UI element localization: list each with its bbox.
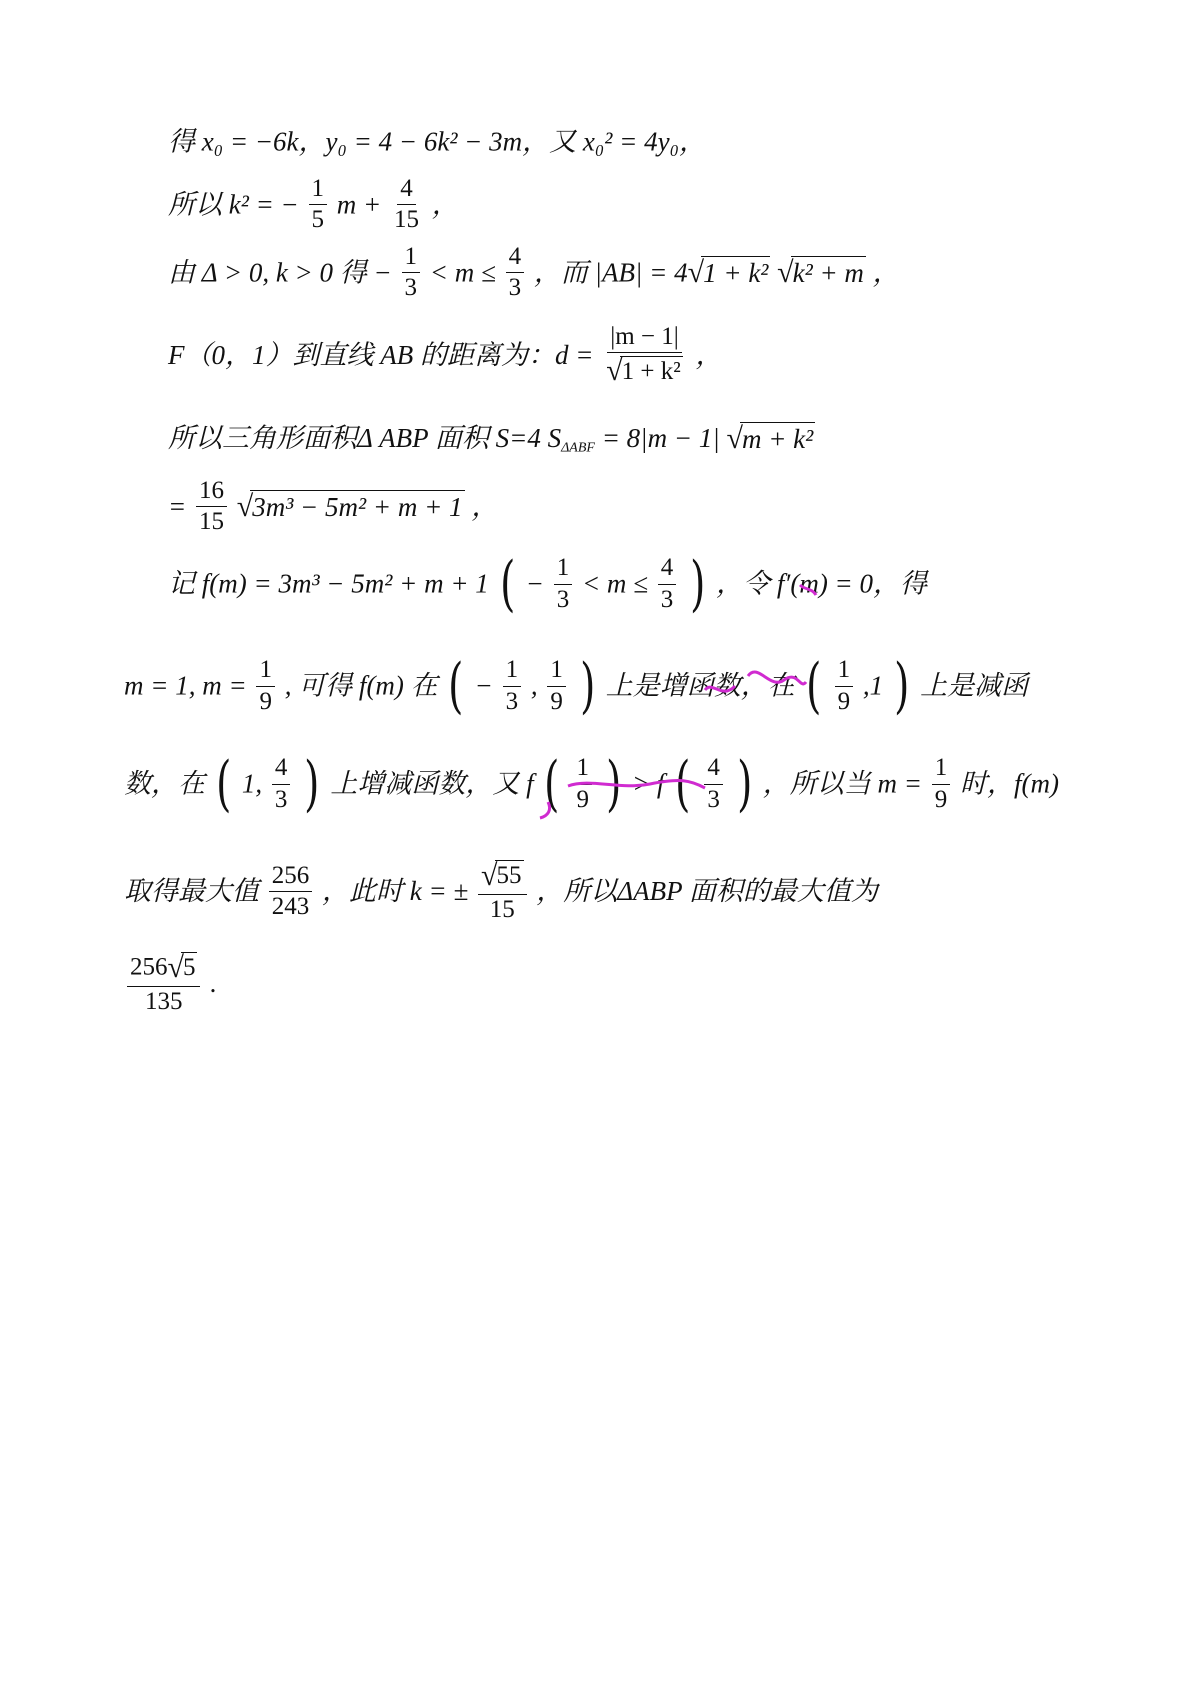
left-paren: ( <box>805 651 821 721</box>
fraction-1-9: $\frac{1}{9}$ <box>547 657 566 715</box>
right-paren: ) <box>690 549 706 619</box>
text-l8c: − <box>474 670 493 701</box>
left-paren: ( <box>215 749 232 819</box>
text-l3c: ，而 |AB| = 4 <box>533 257 688 288</box>
text-l2c: ， <box>431 189 459 220</box>
text-l6a: = <box>168 491 187 522</box>
text-l9e: ，所以当 m = <box>762 768 922 799</box>
text-l2a: 所以 k² = − <box>168 189 299 220</box>
line-3 <box>168 244 900 302</box>
fraction-256sqrt5-135: $\frac{256√5}{135}$ <box>127 952 200 1015</box>
text-l10a: 取得最大值 <box>124 875 259 906</box>
text-l8g: 上是减函 <box>920 670 1029 701</box>
fraction-1-9: $\frac{1}{9}$ <box>256 657 275 715</box>
fraction-16-15: $\frac{16}{15}$ <box>196 478 227 536</box>
text-l8d: , <box>530 670 538 701</box>
fraction-256-243: $\frac{256}{243}$ <box>269 863 313 921</box>
line-5 <box>168 422 815 455</box>
line-10 <box>124 860 878 923</box>
left-paren: ( <box>544 749 560 819</box>
text-l11end: . <box>210 967 217 998</box>
line-11 <box>124 952 217 1015</box>
fraction-1-9: $\frac{1}{9}$ <box>835 657 854 715</box>
radical-sign: √ <box>236 489 254 523</box>
line-9 <box>124 749 1059 819</box>
text-l4c: ， <box>695 339 723 370</box>
fraction-4-3: $\frac{4}{3}$ <box>272 755 291 813</box>
line-8 <box>124 651 1029 721</box>
subscript-abf: ΔABF <box>561 440 595 456</box>
text-l2b: m + <box>336 189 382 220</box>
line-1 <box>168 126 706 155</box>
fraction-4-3: $\frac{4}{3}$ <box>704 755 723 813</box>
line-4 <box>168 324 723 387</box>
text-l8a: m = 1, m = <box>124 670 247 701</box>
equation-line-1: 得 x₀ = −6k，y₀ = 4 − 6k² − 3m，又 x₀² = 4y₀， <box>168 126 706 157</box>
fraction-1-3: $\frac{1}{3}$ <box>503 657 522 715</box>
text-l9d: > f <box>631 768 665 799</box>
text-l5a: 所以三角形面积Δ ABP 面积 S=4 <box>168 423 541 454</box>
radical-sign: √ <box>687 255 705 289</box>
sqrt-1-plus-k2: 1 + k² <box>703 258 769 289</box>
fraction-4-3: $\frac{4}{3}$ <box>506 244 525 302</box>
text-l9b: 1, <box>241 768 263 799</box>
line-6 <box>168 478 498 536</box>
sqrt-k2-plus-m: k² + m <box>792 258 864 289</box>
text-l9c: 上增减函数，又 f <box>330 768 534 799</box>
right-paren: ) <box>894 651 910 721</box>
text-l5c: = 8|m − 1| <box>601 423 720 454</box>
fraction-1-5: $\frac{1}{5}$ <box>309 176 328 234</box>
left-paren: ( <box>675 749 691 819</box>
right-paren: ) <box>605 749 622 819</box>
text-l10b: ，此时 k = ± <box>322 875 469 906</box>
line-2 <box>168 176 459 234</box>
fraction-4-3: $\frac{4}{3}$ <box>658 555 677 613</box>
text-l7b: − <box>525 568 544 599</box>
text-l8b: , 可得 f(m) 在 <box>284 670 438 701</box>
text-l3b: < m ≤ <box>429 257 496 288</box>
sqrt-cubic: 3m³ − 5m² + m + 1 <box>252 492 463 523</box>
right-paren: ) <box>304 749 320 819</box>
text-l8f: ,1 <box>862 670 884 701</box>
text-l6c: ， <box>471 491 499 522</box>
distance-fraction: $\frac{|m - 1|}{\text{√1 + k²}}$ <box>606 323 681 388</box>
fraction-4-15: $\frac{4}{15}$ <box>394 175 419 234</box>
text-l7c: < m ≤ <box>581 568 648 599</box>
text-l4a: F（0，1）到直线 AB 的距离为：d = <box>168 339 594 370</box>
fraction-1-3: $\frac{1}{3}$ <box>402 244 421 302</box>
text-l10c: ，所以ΔABP 面积的最大值为 <box>536 875 878 906</box>
left-paren: ( <box>448 651 464 721</box>
line-7 <box>168 549 928 619</box>
fraction-1-9: $\frac{1}{9}$ <box>932 755 951 813</box>
text-l9a: 数，在 <box>124 768 205 799</box>
right-paren: ) <box>579 651 595 721</box>
radical-sign: √ <box>726 421 743 455</box>
fraction-1-3: $\frac{1}{3}$ <box>554 555 573 613</box>
radical-sign: √ <box>777 255 794 289</box>
text-l3f: ， <box>872 257 900 288</box>
text-l5b: S <box>547 423 562 454</box>
text-l7a: 记 f(m) = 3m³ − 5m² + m + 1 <box>168 568 489 599</box>
sqrt-m-plus-k2: m + k² <box>741 424 814 454</box>
fraction-1-9: $\frac{1}{9}$ <box>574 755 593 813</box>
text-l9f: 时，f(m) <box>960 768 1059 799</box>
fraction-sqrt55-15: $\frac{√55}{15}$ <box>478 860 526 923</box>
left-paren: ( <box>499 549 515 619</box>
text-l7d: ，令 f′(m) = 0，得 <box>716 568 928 599</box>
text-l8e: 上是增函数，在 <box>605 670 795 701</box>
text-l3a: 由 Δ > 0, k > 0 得 − <box>168 257 392 288</box>
right-paren: ) <box>736 749 752 819</box>
